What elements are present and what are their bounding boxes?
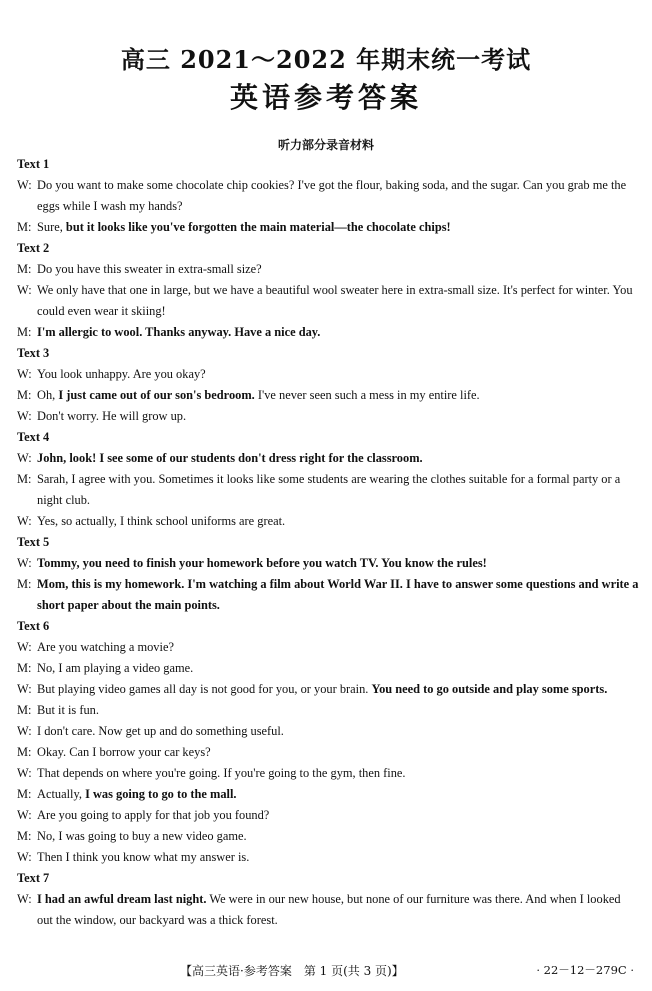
answer-key-text: I was going to go to the mall. xyxy=(85,787,237,801)
dialogue-line xyxy=(17,217,639,238)
speaker-label: W: xyxy=(17,178,32,192)
dialogue-text: Yes, so actually, I think school uniforms are great. xyxy=(37,514,286,528)
speaker-label: W: xyxy=(17,682,32,696)
speaker-label: M: xyxy=(17,745,32,759)
answer-key-title: 英语参考答案 xyxy=(229,81,422,114)
speaker-label: W: xyxy=(17,724,32,738)
dialogue-text: No, I was going to buy a new video game. xyxy=(37,829,247,843)
dialogue-line xyxy=(17,322,639,343)
dialogue-text: Are you watching a movie? xyxy=(37,640,174,654)
dialogue-text: Don't worry. He will grow up. xyxy=(37,409,187,423)
dialogue-line xyxy=(17,805,639,826)
exam-title: 高三 2021～2022 年期末统一考试 xyxy=(120,45,532,74)
dialogue-line xyxy=(17,175,639,217)
dialogue-line xyxy=(17,364,639,385)
dialogue-line xyxy=(17,826,639,847)
speaker-label: W: xyxy=(17,451,32,465)
dialogue-text: Then I think you know what my answer is. xyxy=(37,850,250,864)
text-label: Text 6 xyxy=(17,619,50,633)
answer-key-text: I'm allergic to wool. Thanks anyway. Have a nice day. xyxy=(37,325,321,339)
dialogue-line xyxy=(17,385,639,406)
answer-key-text: I had an awful dream last night. xyxy=(37,892,207,906)
dialogue-text: Sure, xyxy=(37,220,66,234)
text-label: Text 2 xyxy=(17,241,50,255)
speaker-label: W: xyxy=(17,640,32,654)
dialogue-line xyxy=(17,553,639,574)
dialogue-line xyxy=(17,280,639,322)
footer-code: · 22－12－279C · xyxy=(536,963,634,977)
dialogue-line xyxy=(17,259,639,280)
dialogue-text: I don't care. Now get up and do something useful. xyxy=(37,724,284,738)
dialogue-text: Do you have this sweater in extra-small size? xyxy=(37,262,262,276)
dialogue-text: But it is fun. xyxy=(37,703,99,717)
transcript-body xyxy=(17,154,639,931)
dialogue-line xyxy=(17,742,639,763)
dialogue-line xyxy=(17,700,639,721)
speaker-label: W: xyxy=(17,850,32,864)
dialogue-line xyxy=(17,763,639,784)
dialogue-text: No, I am playing a video game. xyxy=(37,661,194,675)
speaker-label: W: xyxy=(17,283,32,297)
page-footer xyxy=(0,962,652,982)
dialogue-text: You look unhappy. Are you okay? xyxy=(37,367,206,381)
speaker-label: W: xyxy=(17,808,32,822)
speaker-label: M: xyxy=(17,829,32,843)
dialogue-line xyxy=(17,448,639,469)
answer-key-text: John, look! I see some of our students don't dress right for the classroom. xyxy=(37,451,423,465)
speaker-label: W: xyxy=(17,367,32,381)
answer-key-text: Tommy, you need to finish your homework before you watch TV. You know the rules! xyxy=(37,556,487,570)
text-label: Text 5 xyxy=(17,535,50,549)
dialogue-line xyxy=(17,511,639,532)
dialogue-text: Actually, xyxy=(37,787,86,801)
text-label: Text 1 xyxy=(17,157,50,171)
dialogue-text: That depends on where you're going. If you're going to the gym, then fine. xyxy=(37,766,406,780)
speaker-label: M: xyxy=(17,703,32,717)
speaker-label: M: xyxy=(17,472,32,486)
section-heading: 听力部分录音材料 xyxy=(277,138,374,152)
speaker-label: M: xyxy=(17,661,32,675)
speaker-label: W: xyxy=(17,409,32,423)
dialogue-line xyxy=(17,574,639,616)
speaker-label: W: xyxy=(17,892,32,906)
text-label: Text 7 xyxy=(17,871,50,885)
speaker-label: M: xyxy=(17,787,32,801)
speaker-label: M: xyxy=(17,262,32,276)
speaker-label: W: xyxy=(17,556,32,570)
speaker-label: M: xyxy=(17,325,32,339)
dialogue-line xyxy=(17,784,639,805)
text-label: Text 4 xyxy=(17,430,50,444)
dialogue-text: We were in our new house, but none of our furniture was there. And when I looked out the window, our backyard was a thick forest. xyxy=(37,892,621,927)
dialogue-text: I've never seen such a mess in my entire life. xyxy=(254,388,480,402)
speaker-label: M: xyxy=(17,220,32,234)
speaker-label: W: xyxy=(17,766,32,780)
dialogue-line xyxy=(17,469,639,511)
dialogue-text: Sarah, I agree with you. Sometimes it looks like some students are wearing the clothes suitable for a formal party or a night club. xyxy=(37,472,621,507)
speaker-label: M: xyxy=(17,577,32,591)
speaker-label: M: xyxy=(17,388,32,402)
answer-key-text: You need to go outside and play some sports. xyxy=(371,682,608,696)
answer-key-text: Mom, this is my homework. I'm watching a film about World War II. I have to answer some questions and write a short paper about the main points. xyxy=(37,577,639,612)
dialogue-line xyxy=(17,658,639,679)
answer-key-text: but it looks like you've forgotten the main material—the chocolate chips! xyxy=(65,220,451,234)
dialogue-text: Oh, xyxy=(37,388,59,402)
dialogue-text: But playing video games all day is not good for you, or your brain. xyxy=(37,682,372,696)
dialogue-text: Okay. Can I borrow your car keys? xyxy=(37,745,211,759)
footer-page-info: 【高三英语·参考答案 第 1 页(共 3 页)】 xyxy=(180,964,404,978)
dialogue-text: We only have that one in large, but we have a beautiful wool sweater here in extra-small size. It's perfect for winter. You could even wear it skiing! xyxy=(37,283,633,318)
dialogue-line xyxy=(17,889,639,931)
dialogue-line xyxy=(17,721,639,742)
dialogue-line xyxy=(17,679,639,700)
answer-key-text: I just came out of our son's bedroom. xyxy=(58,388,255,402)
dialogue-text: Are you going to apply for that job you found? xyxy=(37,808,270,822)
text-label: Text 3 xyxy=(17,346,50,360)
dialogue-line xyxy=(17,406,639,427)
speaker-label: W: xyxy=(17,514,32,528)
dialogue-line xyxy=(17,637,639,658)
dialogue-text: Do you want to make some chocolate chip cookies? I've got the flour, baking soda, and the sugar. Can you grab me the eggs while I wash my hands? xyxy=(37,178,627,213)
dialogue-line xyxy=(17,847,639,868)
